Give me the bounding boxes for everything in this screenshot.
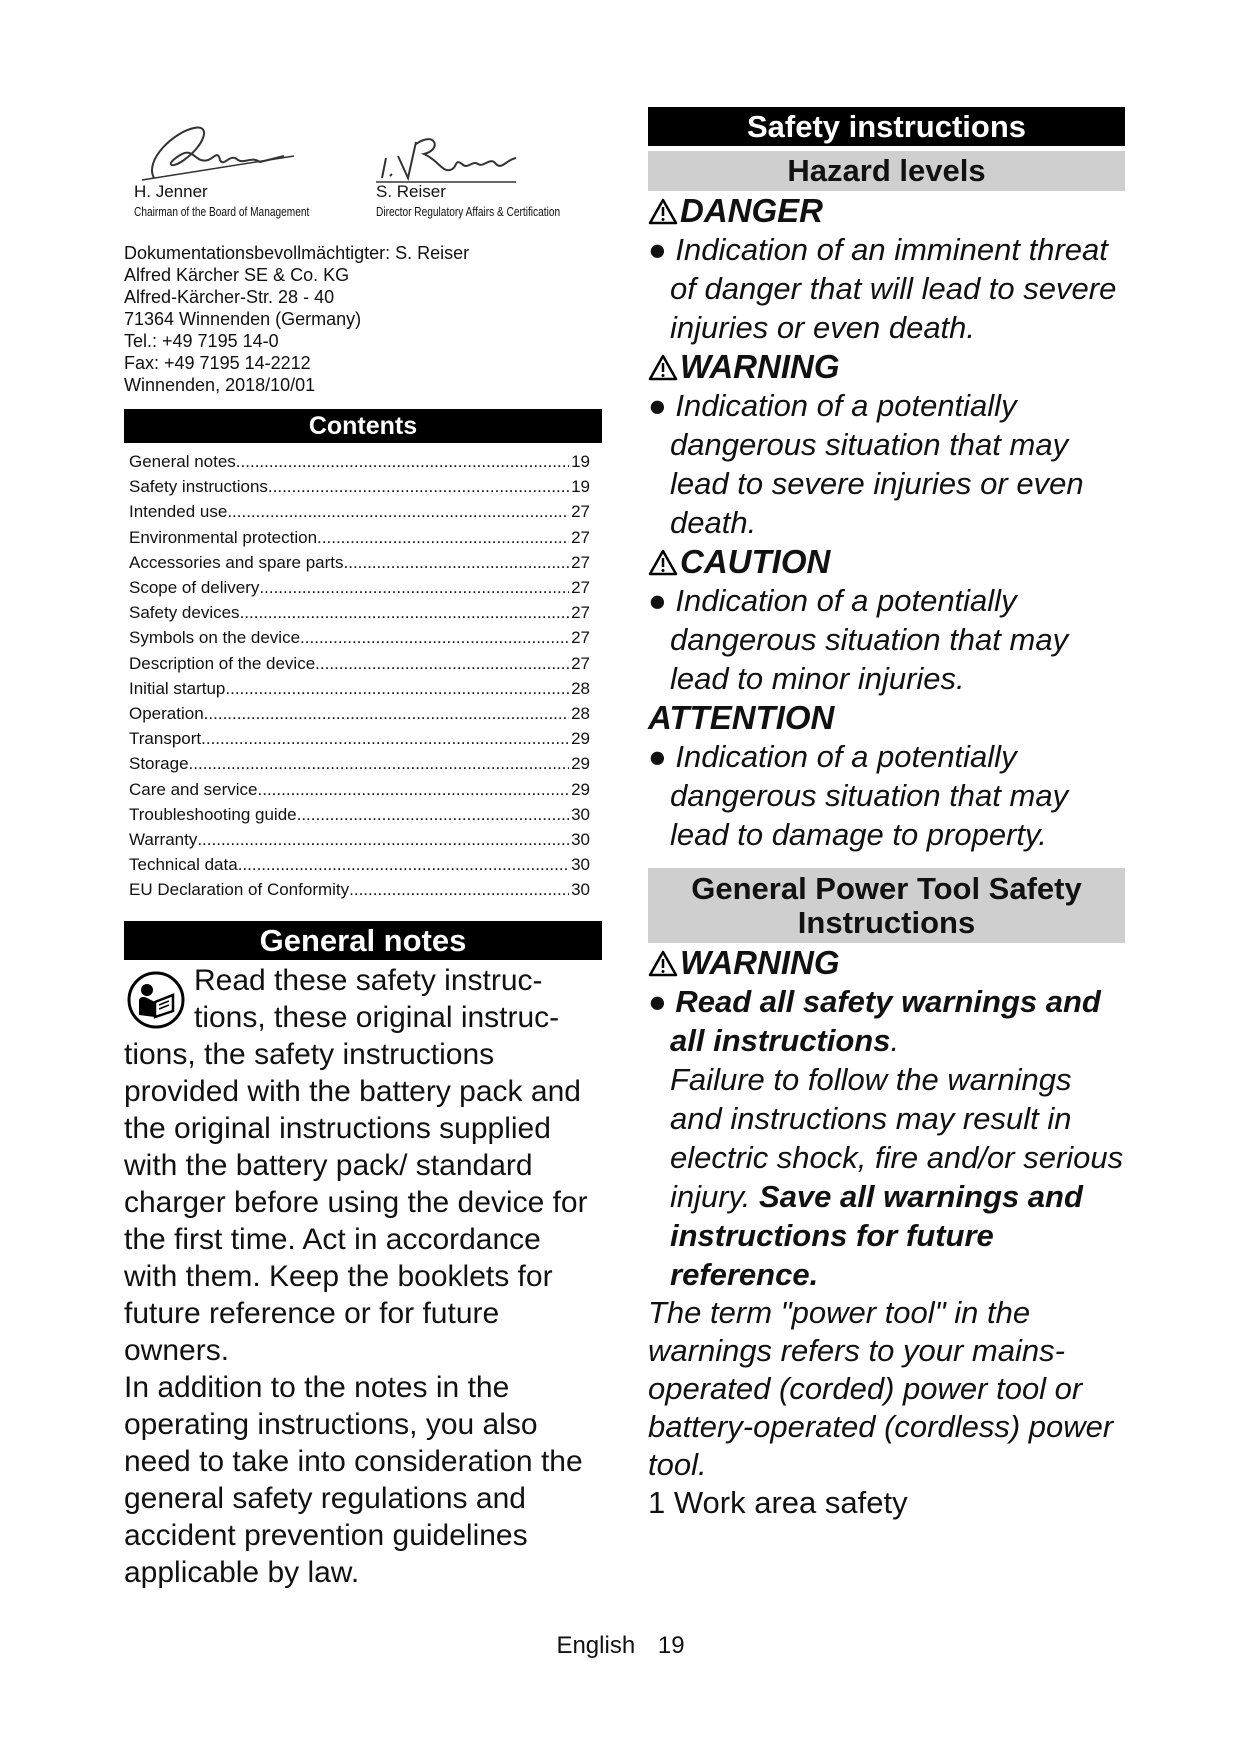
general-notes-paragraph: In addition to the notes in the operating instructions, you also need to take into consideration the general safety regulations and accident prevention guidelines applicable by law. [124, 1370, 583, 1589]
hazard-levels-heading: Hazard levels [648, 151, 1125, 191]
hazard-description: ● Indication of a potentially dangerous situation that may lead to damage to property. [648, 739, 1069, 852]
right-column [648, 107, 1125, 1522]
signer-title: Director Regulatory Affairs & Certification [376, 204, 561, 219]
toc-entry[interactable]: Environmental protection ..... 27 [129, 525, 590, 550]
signal-word-warning: WARNING [648, 943, 1125, 982]
page-number: 19 [657, 1632, 685, 1659]
safety-instructions-heading: Safety instructions [648, 107, 1125, 146]
page-footer [0, 1632, 1241, 1660]
signal-word-attention: ATTENTION [648, 699, 835, 736]
hazard-description: ● Indication of a potentially dangerous situation that may lead to severe injuries or even death. [648, 388, 1084, 540]
general-notes-heading: General notes [124, 921, 602, 960]
address-line: Alfred-Kärcher-Str. 28 - 40 [124, 287, 335, 307]
warning-triangle-icon [648, 949, 678, 977]
warning-triangle-icon [648, 353, 678, 381]
signature-jenner [134, 120, 364, 219]
address-line: 71364 Winnenden (Germany) [124, 309, 362, 329]
signal-word-caution: CAUTION [648, 542, 1125, 581]
toc-entry[interactable]: Initial startup ..... 28 [129, 676, 590, 701]
toc-entry[interactable]: Transport ..... 29 [129, 726, 590, 751]
read-warnings-bullet: ● Read all safety warnings and all instructions. [648, 984, 1101, 1058]
address-line: Tel.: +49 7195 14-0 [124, 331, 279, 351]
work-area-safety-heading: 1 Work area safety [648, 1485, 908, 1520]
toc-entry[interactable]: Symbols on the device ..... 27 [129, 625, 590, 650]
warning-triangle-icon [648, 197, 678, 225]
address-line: Fax: +49 7195 14-2212 [124, 353, 311, 373]
signatures [124, 120, 602, 238]
warning-consequence: Failure to follow the warnings and instructions may result in electric shock, fire and/or serious injury. Save all warnings and instructions for future reference. [670, 1062, 1124, 1292]
general-notes-paragraph: tions, the safety instructions provided with the battery pack and the original instructions supplied with the battery pack/ standard charger before using the device for the first time. Act in accordance with them. Keep the booklets for future reference or for future owners. [124, 1037, 588, 1367]
table-of-contents [124, 449, 602, 903]
general-power-tool-heading: General Power Tool Safety Instructions [648, 868, 1125, 943]
footer-language: English [556, 1632, 636, 1659]
intro-line: Read these safety instruc- [194, 963, 543, 997]
toc-entry[interactable]: Accessories and spare parts ..... 27 [129, 550, 590, 575]
toc-entry[interactable]: Storage ..... 29 [129, 751, 590, 776]
general-notes-body [124, 962, 602, 1591]
hazard-description: ● Indication of an imminent threat of danger that will lead to severe injuries or even death. [648, 232, 1117, 345]
signature-reiser [376, 120, 606, 219]
toc-entry[interactable]: Intended use ..... 27 [129, 499, 590, 524]
toc-entry[interactable]: Technical data ..... 30 [129, 852, 590, 877]
contents-heading: Contents [124, 409, 602, 443]
signer-name: S. Reiser [376, 182, 446, 201]
signature-jenner-image [134, 120, 304, 184]
address-line: Winnenden, 2018/10/01 [124, 375, 316, 395]
signal-word-warning: WARNING [648, 347, 1125, 386]
signer-name: H. Jenner [134, 182, 208, 201]
hazard-description: ● Indication of a potentially dangerous situation that may lead to minor injuries. [648, 583, 1069, 696]
toc-entry[interactable]: Care and service ..... 29 [129, 777, 590, 802]
company-address [124, 242, 602, 396]
power-tool-term-definition: The term "power tool" in the warnings refers to your mains-operated (corded) power tool or battery-operated (cordless) power tool. [648, 1295, 1114, 1482]
address-line: Dokumentationsbevollmächtigter: S. Reiser [124, 243, 470, 263]
signer-title: Chairman of the Board of Management [134, 204, 310, 219]
toc-entry[interactable]: General notes ..... 19 [129, 449, 590, 474]
toc-entry[interactable]: Safety devices ..... 27 [129, 600, 590, 625]
toc-entry[interactable]: EU Declaration of Conformity ..... 30 [129, 877, 590, 902]
signature-reiser-image [376, 120, 526, 184]
toc-entry[interactable]: Description of the device ..... 27 [129, 651, 590, 676]
left-column [124, 120, 602, 1591]
intro-line: tions, these original instruc- [194, 1000, 560, 1034]
signal-word-danger: DANGER [648, 191, 1125, 230]
warning-triangle-icon [648, 548, 678, 576]
toc-entry[interactable]: Troubleshooting guide ..... 30 [129, 802, 590, 827]
address-line: Alfred Kärcher SE & Co. KG [124, 265, 350, 285]
toc-entry[interactable]: Scope of delivery ..... 27 [129, 575, 590, 600]
toc-entry[interactable]: Operation ..... 28 [129, 701, 590, 726]
toc-entry[interactable]: Safety instructions ..... 19 [129, 474, 590, 499]
read-manual-icon [127, 971, 185, 1029]
toc-entry[interactable]: Warranty ..... 30 [129, 827, 590, 852]
